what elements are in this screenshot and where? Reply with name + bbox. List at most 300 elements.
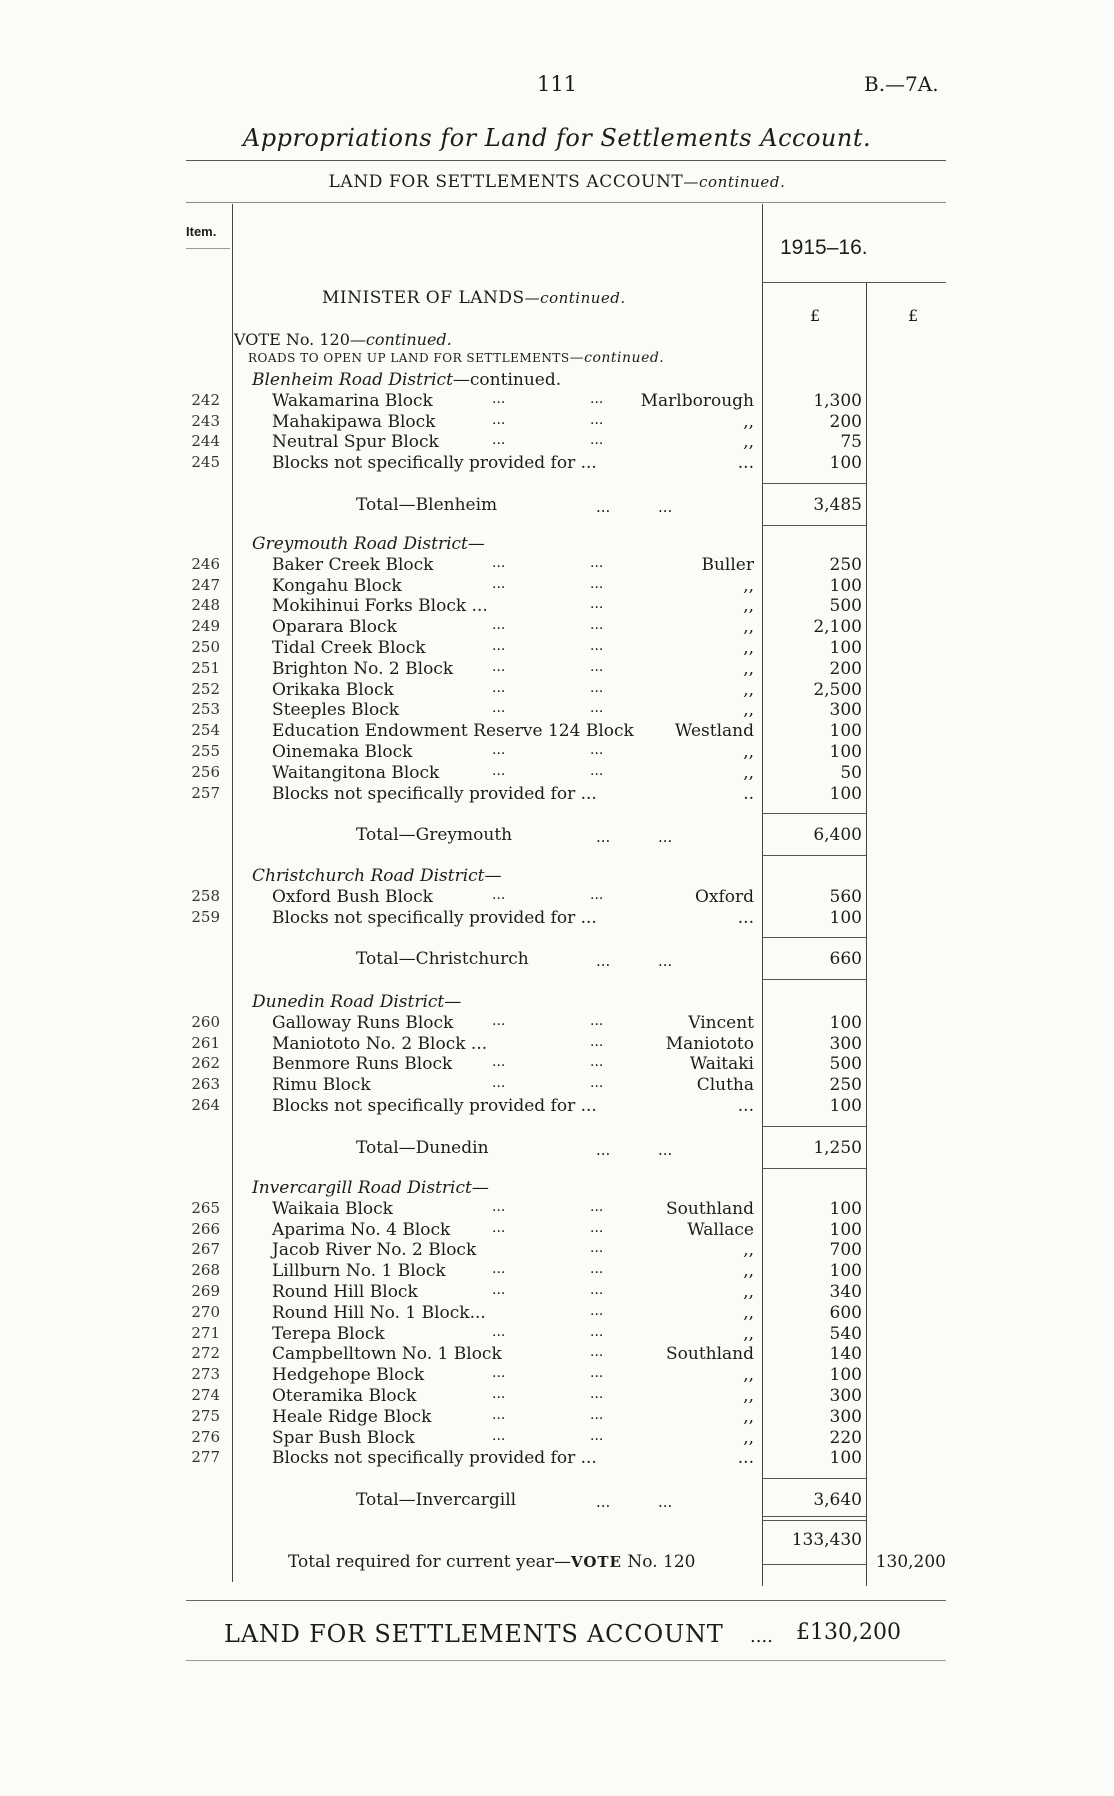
leader-dots-2: ...: [590, 1054, 604, 1071]
item-number: 272: [191, 1344, 220, 1363]
location: Southland: [665, 1198, 754, 1219]
block-name: Terepa Block: [272, 1323, 385, 1344]
leader-dots: ...: [492, 742, 506, 758]
table-row: [0, 1220, 1114, 1240]
location: ..: [743, 783, 754, 804]
amount: 100: [829, 453, 862, 474]
table-row: [0, 1240, 1114, 1260]
item-number: 273: [191, 1365, 220, 1384]
location: ,,: [743, 1261, 754, 1282]
item-number: 259: [191, 907, 220, 926]
location: ,,: [743, 1323, 754, 1344]
item-column-header: Item.: [186, 224, 217, 239]
location: ...: [737, 453, 754, 474]
table-row: [0, 576, 1114, 596]
item-number: 255: [191, 742, 220, 760]
page-title: Appropriations for Land for Settlements Account.: [242, 124, 872, 152]
leader-dots-2: ...: [590, 1365, 604, 1382]
grand-mid-rule: [762, 1564, 866, 1565]
leader-dots-2: ...: [590, 575, 604, 592]
amount: 50: [840, 762, 862, 783]
leader-dots: ...: [492, 554, 506, 571]
subtitle-rule: [186, 202, 946, 203]
location: ,,: [743, 617, 754, 638]
item-number: 263: [191, 1075, 220, 1094]
block-name: Campbelltown No. 1 Block: [272, 1344, 502, 1365]
footer-label: LAND FOR SETTLEMENTS ACCOUNT: [224, 1620, 724, 1648]
district-total-amount: 1,250: [813, 1137, 862, 1158]
amount: 250: [829, 554, 862, 575]
leader-dots-2: ...: [590, 1075, 604, 1092]
item-number: 249: [191, 617, 220, 636]
leader-dots-2: ...: [590, 1427, 604, 1444]
subtitle-text: LAND FOR SETTLEMENTS ACCOUNT: [328, 172, 684, 192]
block-name: Blocks not specifically provided for ...: [272, 907, 597, 928]
item-number: 270: [191, 1302, 220, 1321]
amount: 600: [829, 1302, 862, 1323]
leader-dots: ...: [492, 1365, 506, 1382]
amount: 100: [829, 1096, 862, 1116]
leader-dots: ...: [492, 1323, 506, 1340]
location: Maniototo: [665, 1033, 754, 1054]
location: ,,: [743, 638, 754, 658]
table-row: [0, 1324, 1114, 1344]
leader-dots-2: ...: [590, 432, 604, 449]
location: ,,: [743, 1302, 754, 1323]
location: Westland: [674, 721, 754, 742]
amount: 75: [840, 432, 862, 453]
district-total-dots: ... ...: [596, 1140, 673, 1159]
block-name: Baker Creek Block: [272, 554, 434, 575]
amount: 100: [829, 1012, 862, 1033]
leader-dots: ...: [492, 638, 506, 654]
amount: 100: [829, 1198, 862, 1219]
table-row: [0, 1407, 1114, 1427]
district-total-amount: 660: [829, 949, 862, 970]
item-number: 276: [191, 1427, 220, 1446]
amount: 100: [829, 575, 862, 596]
block-name: Wakamarina Block: [272, 390, 433, 411]
table-row: [0, 1096, 1114, 1116]
subtotal-bottom-rule: [762, 525, 866, 526]
district-header-text: Christchurch Road District—: [252, 866, 502, 886]
block-name: Oinemaka Block: [272, 742, 413, 762]
block-name: Kongahu Block: [272, 575, 402, 596]
location: Vincent: [688, 1012, 754, 1033]
leader-dots: ...: [492, 886, 506, 903]
grand-subtotal-amount: 133,430: [791, 1530, 862, 1550]
item-number: 251: [191, 658, 220, 677]
grand-vote-label: VOTE: [570, 1553, 622, 1571]
block-name: Brighton No. 2 Block: [272, 658, 454, 679]
district-total-dots: ... ...: [596, 952, 673, 971]
section-subtitle: [0, 172, 1114, 192]
minister-text: MINISTER OF LANDS: [322, 288, 525, 308]
table-row: [0, 1448, 1114, 1468]
leader-dots: ...: [492, 658, 506, 675]
item-number: 267: [191, 1240, 220, 1259]
district-header: [252, 534, 485, 554]
grand-top-rule: [762, 1516, 866, 1517]
vote-text: VOTE No. 120: [234, 330, 350, 349]
item-number: 245: [191, 453, 220, 472]
leader-dots-2: ...: [590, 596, 604, 613]
leader-dots: ...: [492, 411, 506, 428]
block-name: Round Hill Block: [272, 1282, 418, 1302]
district-total-dots: ... ...: [596, 1493, 673, 1512]
item-number: 248: [191, 596, 220, 615]
amount: 340: [829, 1282, 862, 1302]
block-name: Waitangitona Block: [272, 762, 440, 783]
location: Buller: [701, 554, 754, 575]
leader-dots-2: ...: [590, 762, 604, 779]
leader-dots: ...: [492, 390, 506, 407]
item-number: 252: [191, 679, 220, 698]
district-header: [252, 866, 502, 886]
block-name: Steeples Block: [272, 700, 400, 721]
item-number: 247: [191, 575, 220, 594]
footer-dots: ....: [750, 1626, 773, 1647]
district-total-amount: 3,640: [813, 1490, 862, 1511]
amount: 200: [829, 411, 862, 432]
block-name: Galloway Runs Block: [272, 1012, 454, 1033]
document-reference: B.—7A.: [864, 72, 939, 96]
district-total-label: Total—Blenheim: [356, 495, 498, 515]
location: ,,: [743, 700, 754, 721]
district-header-text: Dunedin Road District—: [252, 992, 462, 1012]
block-name: Neutral Spur Block: [272, 432, 439, 453]
item-number: 274: [191, 1386, 220, 1404]
district-total-label: Total—Greymouth: [356, 825, 513, 846]
subtotal-top-rule: [762, 1478, 866, 1479]
subtotal-bottom-rule: [762, 1520, 866, 1521]
leader-dots-2: ...: [590, 1302, 604, 1319]
amount: 1,300: [813, 390, 862, 411]
district-total-label: Total—Christchurch: [356, 949, 529, 970]
leader-dots-2: ...: [590, 554, 604, 571]
leader-dots-2: ...: [590, 1012, 604, 1029]
block-name: Rimu Block: [272, 1075, 371, 1096]
amount: 300: [829, 1406, 862, 1427]
leader-dots: ...: [492, 1427, 506, 1444]
leader-dots: ...: [492, 1198, 506, 1215]
item-number: 269: [191, 1282, 220, 1300]
leader-dots: ...: [492, 575, 506, 592]
leader-dots: ...: [492, 432, 506, 449]
leader-dots-2: ...: [590, 700, 604, 717]
location: ,,: [743, 1282, 754, 1302]
subtotal-top-rule: [762, 937, 866, 938]
item-header-rule: [186, 248, 230, 249]
location: ...: [737, 1096, 754, 1116]
location: ,,: [743, 762, 754, 783]
district-total-label: Total—Dunedin: [356, 1137, 489, 1158]
table-row: [0, 659, 1114, 679]
item-number: 246: [191, 554, 220, 573]
district-header: [252, 1178, 489, 1198]
roads-text: ROADS TO OPEN UP LAND FOR SETTLEMENTS: [248, 351, 570, 365]
block-name: Blocks not specifically provided for ...: [272, 453, 597, 474]
table-row: [0, 1386, 1114, 1406]
item-number: 271: [191, 1323, 220, 1342]
block-name: Spar Bush Block: [272, 1427, 415, 1448]
block-name: Maniototo No. 2 Block ...: [272, 1033, 488, 1054]
table-row: [0, 700, 1114, 720]
title-rule: [186, 160, 946, 161]
district-header-text: Blenheim Road District: [252, 370, 453, 390]
location: Waitaki: [689, 1054, 754, 1075]
minister-suffix: —continued.: [524, 289, 626, 307]
location: Marlborough: [640, 390, 754, 411]
block-name: Jacob River No. 2 Block: [272, 1240, 477, 1261]
table-row: [0, 1075, 1114, 1095]
leader-dots: ...: [492, 1282, 506, 1298]
block-name: Blocks not specifically provided for ...: [272, 1448, 597, 1469]
item-number: 244: [191, 432, 220, 451]
location: Wallace: [687, 1219, 754, 1240]
subtotal-bottom-rule: [762, 855, 866, 856]
location: ,,: [743, 1406, 754, 1427]
footer-bottom-rule: [186, 1660, 946, 1661]
block-name: Hedgehope Block: [272, 1365, 425, 1386]
block-name: Aparima No. 4 Block: [272, 1219, 451, 1240]
amount: 300: [829, 700, 862, 721]
grand-total-label: [288, 1552, 695, 1572]
leader-dots-2: ...: [590, 1282, 604, 1298]
amount: 140: [829, 1344, 862, 1365]
district-header: [252, 992, 461, 1012]
block-name: Heale Ridge Block: [272, 1406, 432, 1427]
amount: 2,500: [813, 679, 862, 700]
table-row: [0, 1199, 1114, 1219]
leader-dots-2: ...: [590, 1033, 604, 1050]
leader-dots-2: ...: [590, 411, 604, 428]
table-row: [0, 721, 1114, 741]
district-header: [252, 370, 561, 390]
table-row: [0, 1303, 1114, 1323]
item-number: 243: [191, 411, 220, 430]
amount: 100: [829, 783, 862, 804]
location: ,,: [743, 1427, 754, 1448]
block-name: Benmore Runs Block: [272, 1054, 453, 1075]
minister-heading: [322, 288, 626, 308]
vote-heading: [234, 330, 452, 349]
leader-dots: ...: [492, 1261, 506, 1278]
block-name: Waikaia Block: [272, 1198, 393, 1219]
table-row: [0, 784, 1114, 804]
grand-vote-number: No. 120: [622, 1552, 696, 1572]
table-row: [0, 1344, 1114, 1364]
item-number: 261: [191, 1033, 220, 1052]
location: ,,: [743, 432, 754, 453]
currency-pounds-1: £: [810, 306, 821, 325]
location: ,,: [743, 596, 754, 617]
table-row: [0, 596, 1114, 616]
amount: 100: [829, 742, 862, 762]
amount: 2,100: [813, 617, 862, 638]
table-row: [0, 638, 1114, 658]
amount: 100: [829, 1448, 862, 1469]
leader-dots: ...: [492, 762, 506, 779]
leader-dots: ...: [492, 679, 506, 696]
amount: 100: [829, 907, 862, 928]
location: Clutha: [696, 1075, 754, 1096]
grand-total-amount: 130,200: [875, 1552, 946, 1572]
district-total-amount: 6,400: [813, 825, 862, 846]
leader-dots-2: ...: [590, 1344, 604, 1361]
leader-dots-2: ...: [590, 1240, 604, 1257]
location: ,,: [743, 1365, 754, 1386]
leader-dots-2: ...: [590, 638, 604, 654]
item-number: 256: [191, 762, 220, 781]
amount: 300: [829, 1386, 862, 1406]
table-row: [0, 763, 1114, 783]
amount: 100: [829, 1219, 862, 1240]
leader-dots: ...: [492, 1386, 506, 1402]
location: ...: [737, 1448, 754, 1469]
block-name: Blocks not specifically provided for ...: [272, 1096, 597, 1116]
block-name: Blocks not specifically provided for ...: [272, 783, 597, 804]
leader-dots: ...: [492, 1012, 506, 1029]
item-number: 264: [191, 1096, 220, 1114]
amount: 700: [829, 1240, 862, 1261]
block-name: Round Hill No. 1 Block...: [272, 1302, 486, 1323]
leader-dots-2: ...: [590, 390, 604, 407]
amount: 250: [829, 1075, 862, 1096]
page-number: 111: [536, 72, 578, 96]
amount: 100: [829, 721, 862, 742]
grand-label-text: Total required for current year—: [288, 1552, 571, 1572]
block-name: Oxford Bush Block: [272, 886, 433, 907]
amount: 500: [829, 1054, 862, 1075]
amount: 500: [829, 596, 862, 617]
leader-dots: ...: [492, 1219, 506, 1236]
block-name: Tidal Creek Block: [272, 638, 426, 658]
amount: 200: [829, 658, 862, 679]
district-header-text: Invercargill Road District—: [252, 1178, 489, 1198]
leader-dots-2: ...: [590, 1386, 604, 1402]
table-row: [0, 1428, 1114, 1448]
table-row: [0, 887, 1114, 907]
roads-heading: [248, 350, 664, 366]
item-number: 265: [191, 1198, 220, 1217]
table-row: [0, 555, 1114, 575]
leader-dots-2: ...: [590, 617, 604, 634]
leader-dots: ...: [492, 700, 506, 717]
item-number: 258: [191, 886, 220, 905]
leader-dots: ...: [492, 1075, 506, 1092]
table-row: [0, 1054, 1114, 1074]
table-row: [0, 1261, 1114, 1281]
item-number: 266: [191, 1219, 220, 1238]
subtotal-top-rule: [762, 813, 866, 814]
location: Southland: [665, 1344, 754, 1365]
district-total-dots: ... ...: [596, 828, 673, 847]
roads-suffix: —continued.: [569, 350, 665, 366]
location: ,,: [743, 1240, 754, 1261]
table-row: [0, 412, 1114, 432]
item-number: 254: [191, 721, 220, 740]
table-row: [0, 1034, 1114, 1054]
footer-top-rule: [186, 1600, 946, 1601]
item-number: 257: [191, 783, 220, 802]
block-name: Mokihinui Forks Block ...: [272, 596, 488, 617]
currency-pounds-2: £: [908, 306, 919, 325]
table-row: [0, 1365, 1114, 1385]
leader-dots-2: ...: [590, 1198, 604, 1215]
block-name: Education Endowment Reserve 124 Block: [272, 721, 634, 742]
location: Oxford: [694, 886, 754, 907]
location: ,,: [743, 658, 754, 679]
block-name: Oparara Block: [272, 617, 397, 638]
subtitle-suffix: —continued.: [683, 173, 786, 191]
table-row: [0, 617, 1114, 637]
table-row: [0, 908, 1114, 928]
district-header-suffix: —continued.: [452, 370, 562, 390]
amount: 100: [829, 638, 862, 658]
item-number: 268: [191, 1261, 220, 1280]
item-number: 260: [191, 1012, 220, 1031]
leader-dots-2: ...: [590, 1406, 604, 1423]
leader-dots-2: ...: [590, 658, 604, 675]
year-header-rule: [762, 282, 946, 283]
leader-dots-2: ...: [590, 679, 604, 696]
table-row: [0, 742, 1114, 762]
location: ...: [737, 907, 754, 928]
amount: 560: [829, 886, 862, 907]
block-name: Oteramika Block: [272, 1386, 417, 1406]
location: ,,: [743, 679, 754, 700]
amount: 220: [829, 1427, 862, 1448]
district-header-text: Greymouth Road District—: [252, 534, 485, 554]
year-column-header: 1915–16.: [780, 236, 868, 259]
footer-amount: £130,200: [796, 1620, 901, 1645]
leader-dots-2: ...: [590, 1323, 604, 1340]
table-row: [0, 453, 1114, 473]
vote-suffix: —continued.: [349, 330, 452, 349]
item-number: 253: [191, 700, 220, 719]
item-number: 262: [191, 1054, 220, 1073]
block-name: Lillburn No. 1 Block: [272, 1261, 446, 1282]
district-total-dots: ... ...: [596, 498, 673, 516]
leader-dots: ...: [492, 617, 506, 634]
subtotal-top-rule: [762, 483, 866, 484]
leader-dots-2: ...: [590, 1261, 604, 1278]
amount: 300: [829, 1033, 862, 1054]
amount: 100: [829, 1365, 862, 1386]
amount: 540: [829, 1323, 862, 1344]
item-number: 277: [191, 1448, 220, 1467]
table-row: [0, 680, 1114, 700]
item-number: 275: [191, 1406, 220, 1425]
table-row: [0, 1282, 1114, 1302]
location: ,,: [743, 411, 754, 432]
district-total-label: Total—Invercargill: [356, 1490, 517, 1511]
table-row: [0, 432, 1114, 452]
leader-dots-2: ...: [590, 1219, 604, 1236]
subtotal-bottom-rule: [762, 1168, 866, 1169]
district-total-amount: 3,485: [813, 495, 862, 515]
table-row: [0, 1013, 1114, 1033]
leader-dots-2: ...: [590, 742, 604, 758]
location: ,,: [743, 575, 754, 596]
location: ,,: [743, 742, 754, 762]
block-name: Orikaka Block: [272, 679, 394, 700]
item-number: 242: [191, 390, 220, 409]
location: ,,: [743, 1386, 754, 1406]
leader-dots: ...: [492, 1054, 506, 1071]
leader-dots: ...: [492, 1406, 506, 1423]
